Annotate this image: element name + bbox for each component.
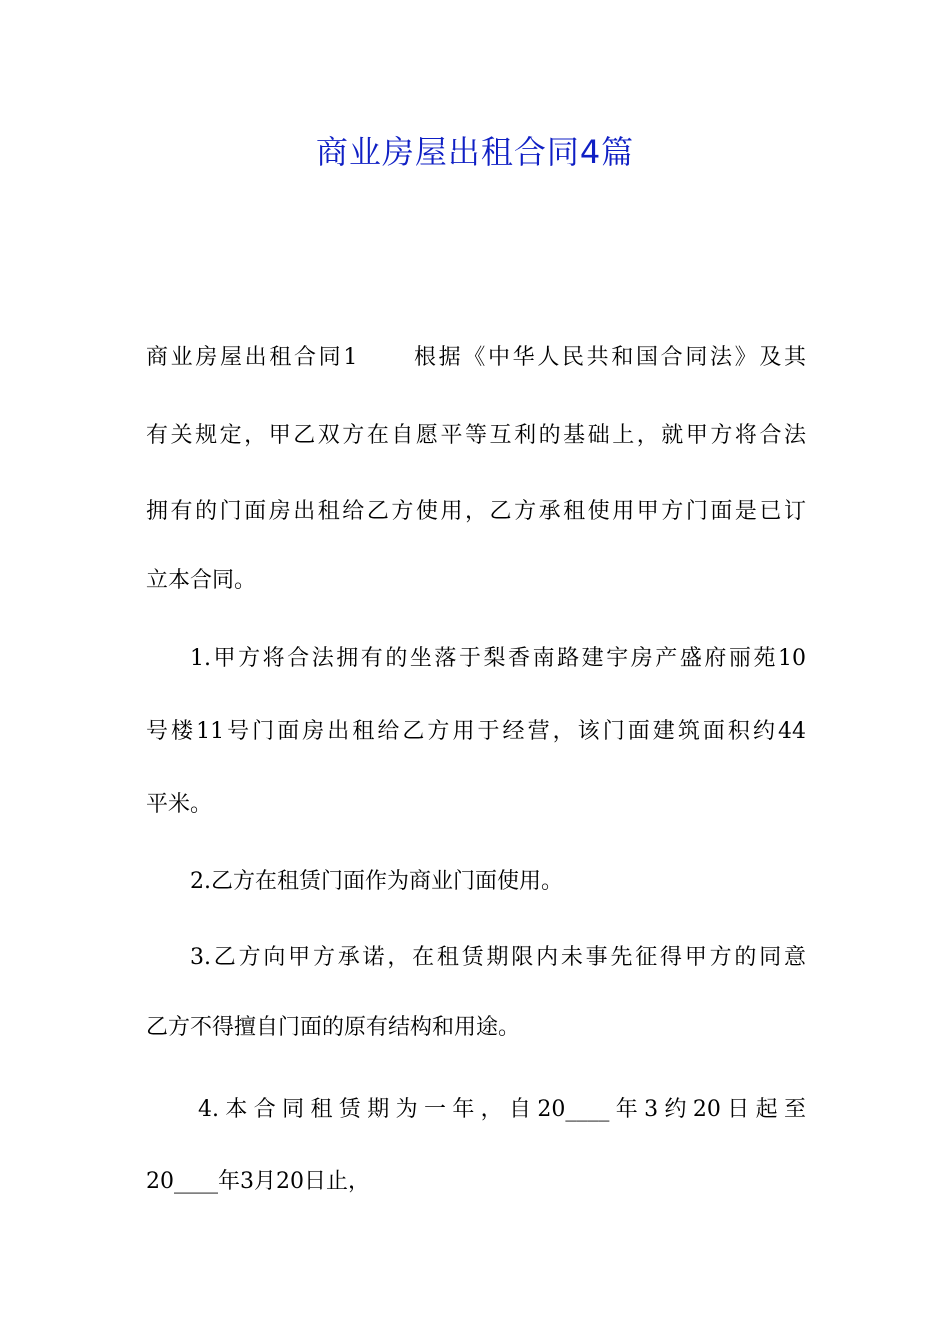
paragraph-text: 根据《中华人民共和国合同法》及其 <box>411 345 806 370</box>
document-title: 商业房屋出租合同4篇 <box>315 133 635 171</box>
clause-3-line-2: 乙方不得擅自门面的原有结构和用途。 <box>146 1015 521 1040</box>
paragraph-line-4: 立本合同。 <box>146 568 257 593</box>
paragraph-line-3: 拥有的门面房出租给乙方使用，乙方承租使用甲方门面是已订 <box>146 499 806 524</box>
clause-1-line-3: 平米。 <box>146 792 213 817</box>
clause-1-line-1: 1.甲方将合法拥有的坐落于梨香南路建宇房产盛府丽苑10 <box>190 646 806 671</box>
clause-2-line-1: 2.乙方在租赁门面作为商业门面使用。 <box>190 869 563 894</box>
section-heading: 商业房屋出租合同1 <box>146 345 358 370</box>
clause-1-line-2: 号楼11号门面房出租给乙方用于经营，该门面建筑面积约44 <box>146 719 806 744</box>
clause-3-line-1: 3.乙方向甲方承诺，在租赁期限内未事先征得甲方的同意 <box>190 945 806 970</box>
clause-4-line-2: 20____年3月20日止， <box>146 1169 370 1194</box>
clause-4-line-1: 4.本合同租赁期为一年，自20____年3约20日起至 <box>198 1097 806 1122</box>
paragraph-line-2: 有关规定，甲乙双方在自愿平等互利的基础上，就甲方将合法 <box>146 423 806 448</box>
paragraph-line-1 <box>146 341 806 375</box>
